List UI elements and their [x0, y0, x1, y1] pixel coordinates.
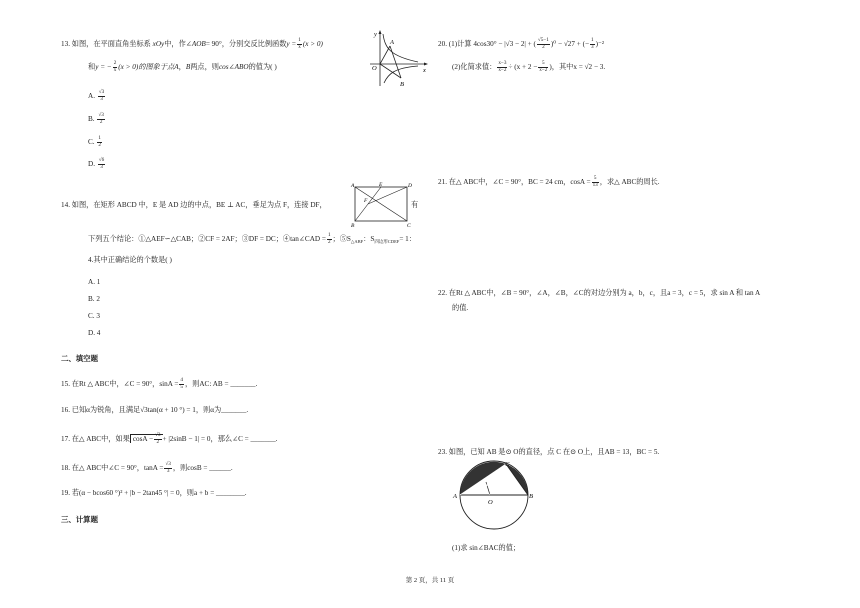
q13-option-d[interactable]: D. $\frac{√6}{3}$ [88, 157, 105, 170]
q23-line: 23. 如图，已知 AB 是⊙ O的直径，点 C 在⊙ O上，且AB = 13，BC = 5. [438, 448, 660, 456]
q23-circle-figure [452, 458, 536, 534]
q14-fig-label-c: C [407, 223, 411, 228]
q13-fig-label-a: A [390, 39, 394, 46]
page-footer: 第 2 页，共 11 页 [405, 577, 455, 584]
q14-fig-label-a: A [351, 183, 355, 189]
q22-line1: 22. 在Rt △ ABC中，∠B = 90°，∠A，∠B，∠C的对边分别为 a，b，c，且a = 3，c = 5，求 sin A 和 tan A [438, 289, 761, 297]
q23-fig-label-a: A [453, 493, 457, 500]
q14-fig-label-b: B [351, 223, 355, 228]
q13-graph-figure [368, 28, 430, 88]
q13-frac-2: $\frac{2}{x}$ [113, 60, 117, 73]
q13-option-b[interactable]: B. $\frac{√3}{2}$ [88, 112, 104, 125]
q14-option-c[interactable]: C. 3 [88, 312, 100, 320]
q14-line1: 14. 如图，在矩形 ABCD 中，E 是 AD 边的中点，BE ⊥ AC，垂足为点 F，连接 DF， [61, 201, 327, 209]
q19-line: 19. 若(α − bcos60 °)² + |b − 2tan45 °| = 0，则a + b = ________. [61, 489, 247, 497]
q14-line1-tail: 有 [411, 201, 419, 209]
q17-line: 17. 在△ ABC中，如果 cosA − $\frac{√3}{2}$ + |2sinB − 1| = 0，那么∠C = _______. [61, 432, 278, 445]
q20-line2: (2)化简求值： $\frac{x-3}{x-2}$ ÷ (x + 2 − $\frac{5}{x-2}$ )，其中x = √2 − 3. [452, 60, 606, 73]
q14-fig-label-e: E [379, 182, 383, 188]
section-fill-in-title: 二、填空题 [61, 354, 98, 363]
q13-fig-label-x: x [423, 67, 426, 74]
q13-frac-1: $\frac{1}{x}$ [298, 37, 301, 50]
q23-sub1: (1)求 sin∠BAC的值； [452, 544, 521, 552]
q16-line: 16. 已知α为锐角，且满足√3tan(α + 10 °) = 1，则α为_______. [61, 406, 249, 414]
q23-fig-label-c: C [505, 461, 510, 468]
q23-fig-label-o: O [488, 499, 493, 506]
q13-option-c[interactable]: C. $\frac{1}{2}$ [88, 135, 101, 148]
q13-fig-label-b: B [400, 81, 404, 88]
q14-fig-label-d: D [408, 183, 412, 189]
q13-line2: 和y = − $\frac{2}{x}$ (x > 0)的图象于点A，B两点，则cos∠ABO的值为( ) [88, 60, 277, 73]
q20-line1: 20. (1)计算 4cos30° − |√3 − 2| + ( $\frac{√5-1}{2}$ )⁰ − √27 + (− $\frac{1}{3}$ )⁻² [438, 37, 604, 50]
q23-fig-label-b: B [529, 493, 533, 500]
section-calculation-title: 三、计算题 [61, 515, 98, 524]
q14-line3: 4.其中正确结论的个数是( ) [88, 256, 172, 264]
q13-fig-label-y: y [374, 31, 377, 38]
q15-line: 15. 在Rt △ ABC中，∠C = 90°，sinA = $\frac{4}{5}$ ，则AC: AB = _______. [61, 377, 258, 390]
q21-line: 21. 在△ ABC中，∠C = 90°，BC = 24 cm，cosA = $\frac{5}{13}$ ，求△ ABC的周长. [438, 175, 660, 188]
q14-option-a[interactable]: A. 1 [88, 278, 101, 286]
q23-fig-label-d: D [486, 481, 491, 488]
q18-line: 18. 在△ ABC中∠C = 90°，tanA = $\frac{√3}{3}$ ，则cosB = ______. [61, 461, 233, 474]
q22-line2: 的值. [452, 304, 469, 312]
q14-rectangle-figure [350, 182, 414, 228]
q14-option-d[interactable]: D. 4 [88, 329, 101, 337]
q13-option-a[interactable]: A. $\frac{√3}{3}$ [88, 89, 105, 102]
q14-option-b[interactable]: B. 2 [88, 295, 100, 303]
q13-fig-label-o: O [372, 65, 377, 72]
q14-line2: 下列五个结论：①△AEF∽△CAB；②CF = 2AF；③DF = DC；④tan∠CAD = $\frac{1}{2}$ ；$⑤S_{\triangle ABF}$：$S_{四边形CDEF}= 1$： [88, 232, 416, 245]
q13-line1: 13. 如图，在平面直角坐标系 xOy中，作∠AOB= 90°，分别交反比例函数y = $\frac{1}{x}$ (x > 0) [61, 37, 323, 50]
q14-fig-label-f: F [364, 198, 368, 204]
